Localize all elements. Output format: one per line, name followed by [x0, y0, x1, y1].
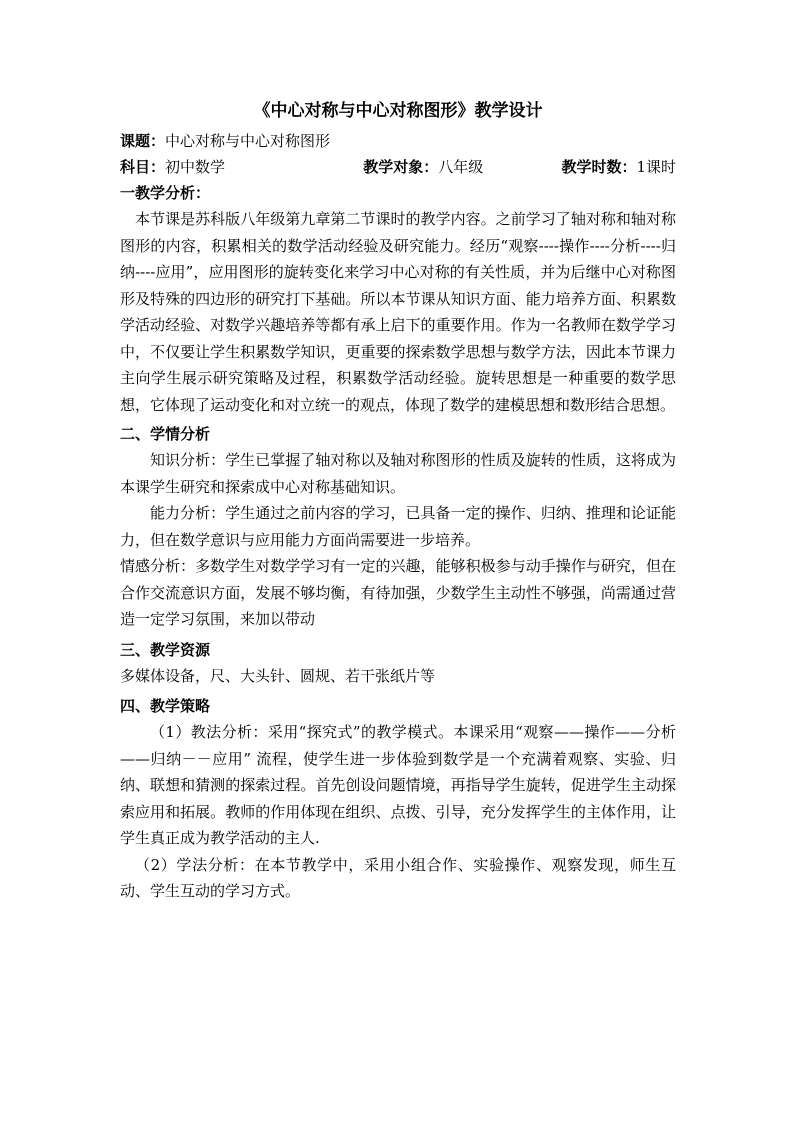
- subject-value: 初中数学: [165, 158, 226, 176]
- topic-line: [120, 128, 676, 154]
- section-heading-strategy: 四、教学策略: [120, 697, 211, 715]
- audience-info: [363, 154, 483, 180]
- learning-method-paragraph: （2）学法分析：在本节教学中，采用小组合作、实验操作、观察发现，师生互动、学生互动的学习方式。: [120, 855, 676, 900]
- section-heading-student-analysis: 二、学情分析: [120, 425, 211, 443]
- document-content: [120, 96, 676, 905]
- section-heading-resources: 三、教学资源: [120, 640, 211, 659]
- resources-paragraph: 多媒体设备，尺、大头针、圆规、若干张纸片等: [120, 666, 436, 685]
- teaching-analysis-paragraph: 本节课是苏科版八年级第九章第二节课时的教学内容。之前学习了轴对称和轴对称图形的内容，积累相关的数学活动经验及研究能力。经历“观察----操作----分析----归纳----应用”，应用图形的旋转变化来学习中心对称的有关性质，并为后继中心对称图形及特殊的四边形的研究打下基础。所以本节课从知识方面、能力培养方面、积累数学活动经验、对数学兴趣培养等都有承上启下的重要作用。作为一名教师在数学学习中，不仅要让学生积累数学知识，更重要的探索数学思想与数学方法，因此本节课力主向学生展示研究策略及过程，积累数学活动经验。旋转思想是一种重要的数学思想，它体现了运动变化和对立统一的观点，体现了数学的建模思想和数形结合思想。: [120, 210, 676, 414]
- hours-info: [561, 154, 676, 180]
- document-title: 《中心对称与中心对称图形》教学设计: [253, 101, 543, 121]
- audience-label: 教学对象：: [363, 158, 439, 176]
- ability-analysis-paragraph: 能力分析：学生通过之前内容的学习，已具备一定的操作、归纳、推理和论证能力，但在数学意识与应用能力方面尚需要进一步培养。: [120, 504, 676, 549]
- teaching-method-paragraph: （1）教法分析：采用“探究式”的教学模式。本课采用“观察——操作——分析——归纳－－应用” 流程，使学生进一步体验到数学是一个充满着观察、实验、归纳、联想和猜测的探索过程。首先创设问题情境，再指导学生旋转，促进学生主动探索应用和拓展。教师的作用体现在组织、点拨、引导，充分发挥学生的主体作用，让学生真正成为教学活动的主人.: [120, 723, 676, 847]
- subject-label: 科目：: [120, 158, 166, 176]
- hours-value: 1课时: [636, 158, 676, 176]
- topic-value: 中心对称与中心对称图形: [165, 132, 331, 150]
- audience-value: 八年级: [438, 158, 484, 176]
- knowledge-analysis-paragraph: 知识分析：学生已掌握了轴对称以及轴对称图形的性质及旋转的性质，这将成为本课学生研究和探索成中心对称基础知识。: [120, 451, 676, 496]
- emotion-analysis-paragraph: 情感分析：多数学生对数学学习有一定的兴趣，能够积极参与动手操作与研究，但在合作交流意识方面，发展不够均衡，有待加强，少数学生主动性不够强，尚需通过营造一定学习氛围，来加以带动: [120, 557, 676, 628]
- subject-info: [120, 154, 225, 180]
- section-heading-teaching-analysis: 一教学分析：: [120, 184, 211, 202]
- meta-line: [120, 154, 676, 180]
- topic-label: 课题：: [120, 132, 166, 150]
- hours-label: 教学时数：: [561, 158, 637, 176]
